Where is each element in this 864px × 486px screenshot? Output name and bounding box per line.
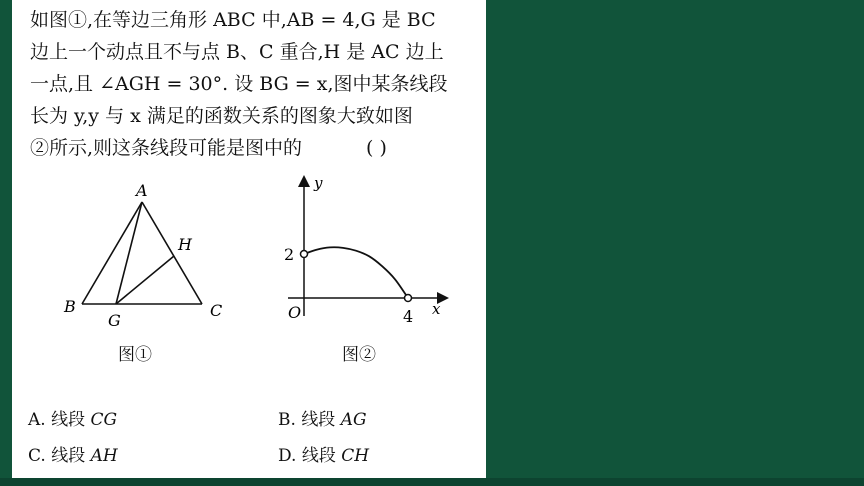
option-letter: D. xyxy=(278,446,297,466)
option-letter: C. xyxy=(28,446,46,466)
question-page xyxy=(12,0,486,486)
option-var: CG xyxy=(90,410,118,430)
function-curve xyxy=(304,247,408,298)
question-line-with-paren xyxy=(30,132,482,164)
segment-gh xyxy=(116,256,174,304)
figure-1-caption: 图① xyxy=(118,345,152,365)
axis-label-y: y xyxy=(314,174,323,192)
option-text: 线段 xyxy=(301,410,336,430)
bottom-edge xyxy=(0,478,864,486)
origin-label: O xyxy=(288,303,302,322)
figure-2-caption: 图② xyxy=(342,345,376,365)
question-text xyxy=(30,4,482,164)
label-g: G xyxy=(108,311,121,326)
label-h: H xyxy=(178,235,192,254)
option-var: AH xyxy=(90,446,118,466)
option-a[interactable] xyxy=(28,405,117,430)
question-line: 长为 y,y 与 x 满足的函数关系的图象大致如图 xyxy=(30,105,413,127)
option-var: AG xyxy=(340,410,367,430)
option-text: 线段 xyxy=(301,446,336,466)
open-endpoint xyxy=(301,251,308,258)
option-letter: B. xyxy=(278,410,296,430)
question-line: 边上一个动点且不与点 B、C 重合,H 是 AC 边上 xyxy=(30,41,444,63)
question-line: 一点,且 ∠AGH = 30°. 设 BG = x,图中某条线段 xyxy=(30,73,448,95)
x-tick-label: 4 xyxy=(403,307,414,326)
figure-1-triangle xyxy=(60,176,240,326)
question-line: ②所示,则这条线段可能是图中的 xyxy=(30,137,303,159)
option-text: 线段 xyxy=(51,446,86,466)
segment-ag xyxy=(116,202,142,304)
option-var: CH xyxy=(341,446,370,466)
open-endpoint xyxy=(405,295,412,302)
label-b: B xyxy=(64,297,76,316)
axis-label-x: x xyxy=(432,300,441,318)
option-d[interactable] xyxy=(278,441,369,466)
answer-parentheses: ( ) xyxy=(366,137,387,159)
label-c: C xyxy=(210,301,223,320)
option-text: 线段 xyxy=(51,410,86,430)
option-b[interactable] xyxy=(278,405,367,430)
option-c[interactable] xyxy=(28,441,118,466)
segment-ac xyxy=(142,202,202,304)
label-a: A xyxy=(136,181,148,200)
question-line: 如图①,在等边三角形 ABC 中,AB = 4,G 是 BC xyxy=(30,9,436,31)
y-tick-label: 2 xyxy=(284,245,295,264)
figure-2-graph xyxy=(268,172,458,327)
segment-ab xyxy=(82,202,142,304)
option-letter: A. xyxy=(28,410,46,430)
